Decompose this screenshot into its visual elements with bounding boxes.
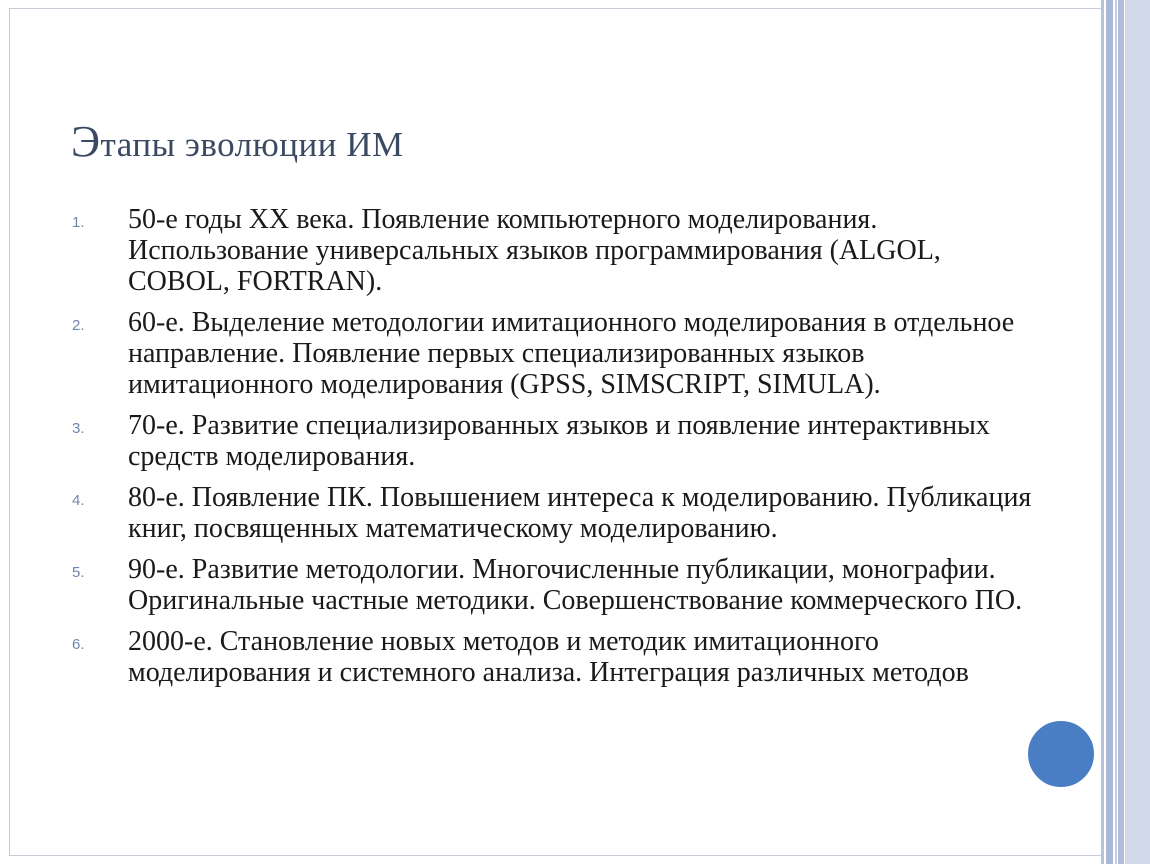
list-item bbox=[72, 410, 1032, 472]
list-item bbox=[72, 554, 1032, 616]
list-item-number: 2. bbox=[72, 317, 85, 334]
list-item-text: 80-е. Появление ПК. Повышением интереса к моделированию. Публикация книг, посвященных математическому моделированию. bbox=[128, 482, 1032, 544]
list-item bbox=[72, 482, 1032, 544]
list-item-text: 2000-е. Становление новых методов и методик имитационного моделирования и системного анализа. Интеграция различных методов bbox=[128, 626, 969, 688]
list-item bbox=[72, 307, 1032, 400]
list-item bbox=[72, 626, 1032, 688]
title-rest: тапы эволюции ИМ bbox=[100, 125, 404, 164]
list-item-number: 4. bbox=[72, 492, 85, 509]
stripe bbox=[1118, 0, 1124, 864]
evolution-stages-list bbox=[72, 204, 1032, 698]
list-item-number: 5. bbox=[72, 564, 85, 581]
list-item-text: 60-е. Выделение методологии имитационного моделирования в отдельное направление. Появление первых специализированных языков имитационного моделирования (GPSS, SIMSCRIPT, SIMULA). bbox=[128, 307, 1015, 400]
stripe bbox=[1125, 0, 1150, 864]
title-initial: Э bbox=[71, 117, 101, 166]
list-item-number: 3. bbox=[72, 420, 85, 437]
stripe bbox=[1101, 0, 1104, 864]
list-item-number: 6. bbox=[72, 636, 85, 653]
list-item-text: 70-е. Развитие специализированных языков и появление интерактивных средств моделирования. bbox=[128, 410, 990, 472]
stripe bbox=[1106, 0, 1113, 864]
list-item-text: 50-е годы XX века. Появление компьютерного моделирования. Использование универсальных языков программирования (ALGOL, COBOL, FORTRAN). bbox=[128, 204, 941, 297]
decorative-circle bbox=[1026, 719, 1096, 789]
list-item bbox=[72, 204, 1032, 297]
list-item-text: 90-е. Развитие методологии. Многочисленные публикации, монографии. Оригинальные частные методики. Совершенствование коммерческого ПО. bbox=[128, 554, 1023, 616]
decorative-stripes bbox=[1101, 0, 1150, 864]
slide-title bbox=[71, 116, 404, 169]
list-item-number: 1. bbox=[72, 214, 85, 231]
stripe bbox=[1115, 0, 1117, 864]
